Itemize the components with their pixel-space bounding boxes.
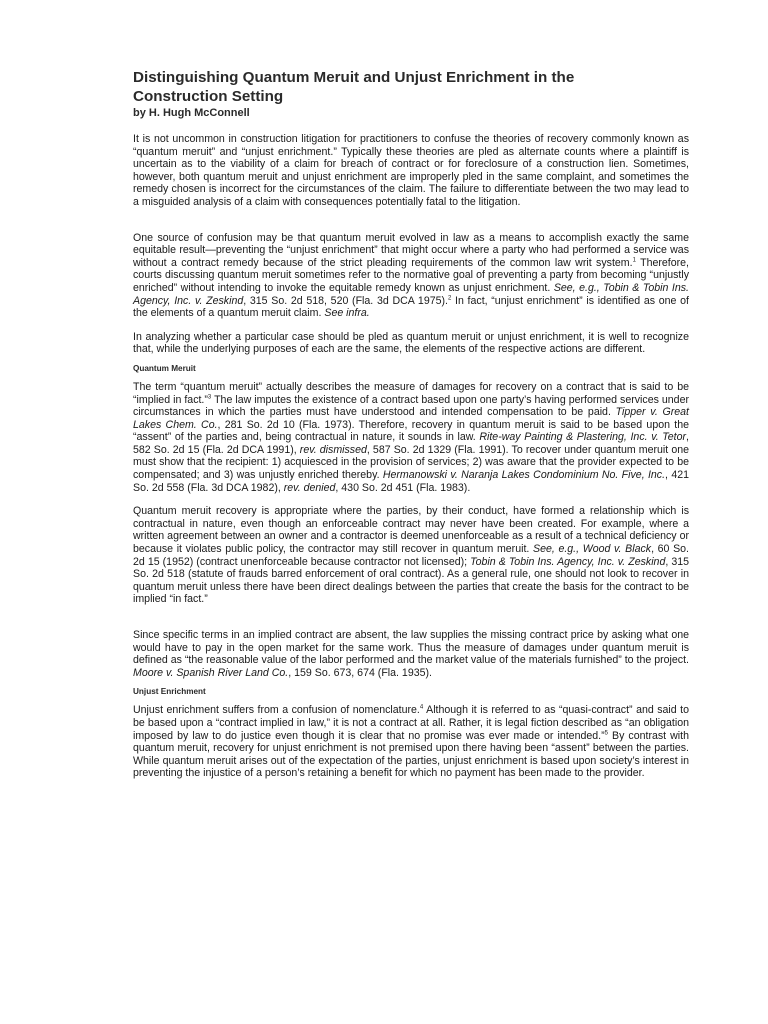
see-infra: See infra. xyxy=(324,307,370,320)
citation-tobin: See, e.g., Tobin & Tobin Ins. Agency, Inc. v. Zeskind xyxy=(133,281,689,307)
citation-moore: Moore v. Spanish River Land Co. xyxy=(133,666,289,679)
footnote-ref-2: 2 xyxy=(447,295,452,301)
footnote-ref-5: 5 xyxy=(604,730,608,737)
paragraph-analyzing: In analyzing whether a particular case should be pled as quantum meruit or unjust enrichment, it is well to recognize that, while the underlying purposes of each are the same, the elements of the respective actions are different. xyxy=(133,330,689,356)
title-line-1: Distinguishing Quantum Meruit and Unjust Enrichment in the xyxy=(133,69,575,86)
section-heading-unjust-enrichment: Unjust Enrichment xyxy=(133,687,206,697)
footnote-ref-1: 1 xyxy=(632,257,636,264)
paragraph-implied-contract: Since specific terms in an implied contract are absent, the law supplies the missing contract price by asking what one would have to pay in the open market for the same work. Thus the measure of damages under quantum meruit is defined as “the reasonable value of the labor performed and the market value of the materials furnished” to the project. Moore v. Spanish River Land Co., 159 So. 673, 674 (Fla. 1935). xyxy=(133,629,689,679)
title-line-2: Construction Setting xyxy=(133,88,284,105)
footnote-ref-4: 4 xyxy=(419,704,424,711)
footnote-ref-3: 3 xyxy=(207,393,212,400)
citation-hermanowski: Hermanowski v. Naranja Lakes Condominium No. Five, Inc. xyxy=(382,469,666,482)
paragraph-intro: It is not uncommon in construction litigation for practitioners to confuse the theories of recovery commonly known as “quantum meruit” and “unjust enrichment.” Typically these theories are pled as alternate counts where a plaintiff is uncertain as to the viability of a claim for breach of contract or for foreclosure of a construction lien. Sometimes, however, both quantum meruit and unjust enrichment are improperly pled in the same complaint, and sometimes the remedy chosen is incorrect for the circumstances of the claim. The failure to differentiate between the two may lead to a misguided analysis of a claim with consequences potentially fatal to the litigation. xyxy=(133,133,689,208)
article-title xyxy=(133,68,689,106)
citation-rite-way: Rite-way Painting & Plastering, Inc. v. Tetor xyxy=(479,431,687,444)
paragraph-quantum-meruit-term: The term “quantum meruit” actually describes the measure of damages for recovery on a contract that is said to be “implied in fact.”$^3$ The law imputes the existence of a contract based upon one party’s having performed services under circumstances in which the parties must have understood and intended compensation to be paid. Tipper v. Great Lakes Chem. Co., 281 So. 2d 10 (Fla. 1973). Therefore, recovery in quantum meruit is said to be based upon the “assent” of the parties and, being contractual in nature, it sounds in law. Rite-way Painting & Plastering, Inc. v. Tetor, 582 So. 2d 15 (Fla. 2d DCA 1991), rev. dismissed, 587 So. 2d 1329 (Fla. 1991). To recover under quantum meruit one must show that the recipient: 1) acquiesced in the provision of services; 2) was aware that the provider expected to be compensated; and 3) was unjustly enriched thereby. Hermanowski v. Naranja Lakes Condominium No. Five, Inc., 421 So. 2d 558 (Fla. 3d DCA 1982), rev. denied, 430 So. 2d 451 (Fla. 1983). xyxy=(133,380,690,494)
document-page xyxy=(133,68,689,780)
section-heading-quantum-meruit: Quantum Meruit xyxy=(133,363,196,373)
citation-tobin-2: Tobin & Tobin Ins. Agency, Inc. v. Zeskind xyxy=(470,555,666,568)
citation-tipper: Tipper v. Great Lakes Chem. Co. xyxy=(133,406,689,431)
paragraph-unjust-enrichment: Unjust enrichment suffers from a confusion of nomenclature.$^4$ Although it is referred to as “quasi-contract” and said to be based upon a “contract implied in law,” it is not a contract at all. Rather, it is legal fiction described as “an obligation imposed by law to do justice even though it is clear that no promise was ever made or intended.”$^5$ By contrast with quantum meruit, recovery for unjust enrichment is not premised upon there having been “assent” between the parties. While quantum meruit arises out of the expectation of the parties, unjust enrichment is based upon society’s interest in preventing the injustice of a person’s retaining a benefit for which no payment has been made to the provider. xyxy=(133,704,690,780)
paragraph-confusion: One source of confusion may be that quantum meruit evolved in law as a means to accomplish exactly the same equitable result—preventing the “unjust enrichment” that might occur where a party who had performed a service was without a contract remedy because of the strict pleading requirements of the common law writ system.$^1$ Therefore, courts discussing quantum meruit sometimes refer to the normative goal of preventing a party from becoming “unjustly enriched” without intending to invoke the equitable remedy known as unjust enrichment. See, e.g., Tobin & Tobin Ins. Agency, Inc. v. Zeskind, 315 So. 2d 518, 520 (Fla. 3d DCA 1975).$^2$ In fact, “unjust enrichment” is identified as one of the elements of a quantum meruit claim. See infra. xyxy=(133,231,689,320)
byline: by H. Hugh McConnell xyxy=(133,107,250,119)
paragraph-quantum-meruit-recovery: Quantum meruit recovery is appropriate where the parties, by their conduct, have formed a relationship which is contractual in nature, even though an enforceable contract may never have been created. For example, where a written agreement between an owner and a contractor is deemed unenforceable as a result of a technical deficiency or because it violates public policy, the contractor may still recover in quantum meruit. See, e.g., Wood v. Black, 60 So. 2d 15 (1952) (contract unenforceable because contractor not licensed); Tobin & Tobin Ins. Agency, Inc. v. Zeskind, 315 So. 2d 518 (statute of frauds barred enforcement of oral contract). As a general rule, one should not look to recover in quantum meruit unless there have been direct dealings between the parties that create the basis for the contract to be implied “in fact.” xyxy=(133,505,690,606)
citation-wood: See, e.g., Wood v. Black xyxy=(533,543,652,556)
